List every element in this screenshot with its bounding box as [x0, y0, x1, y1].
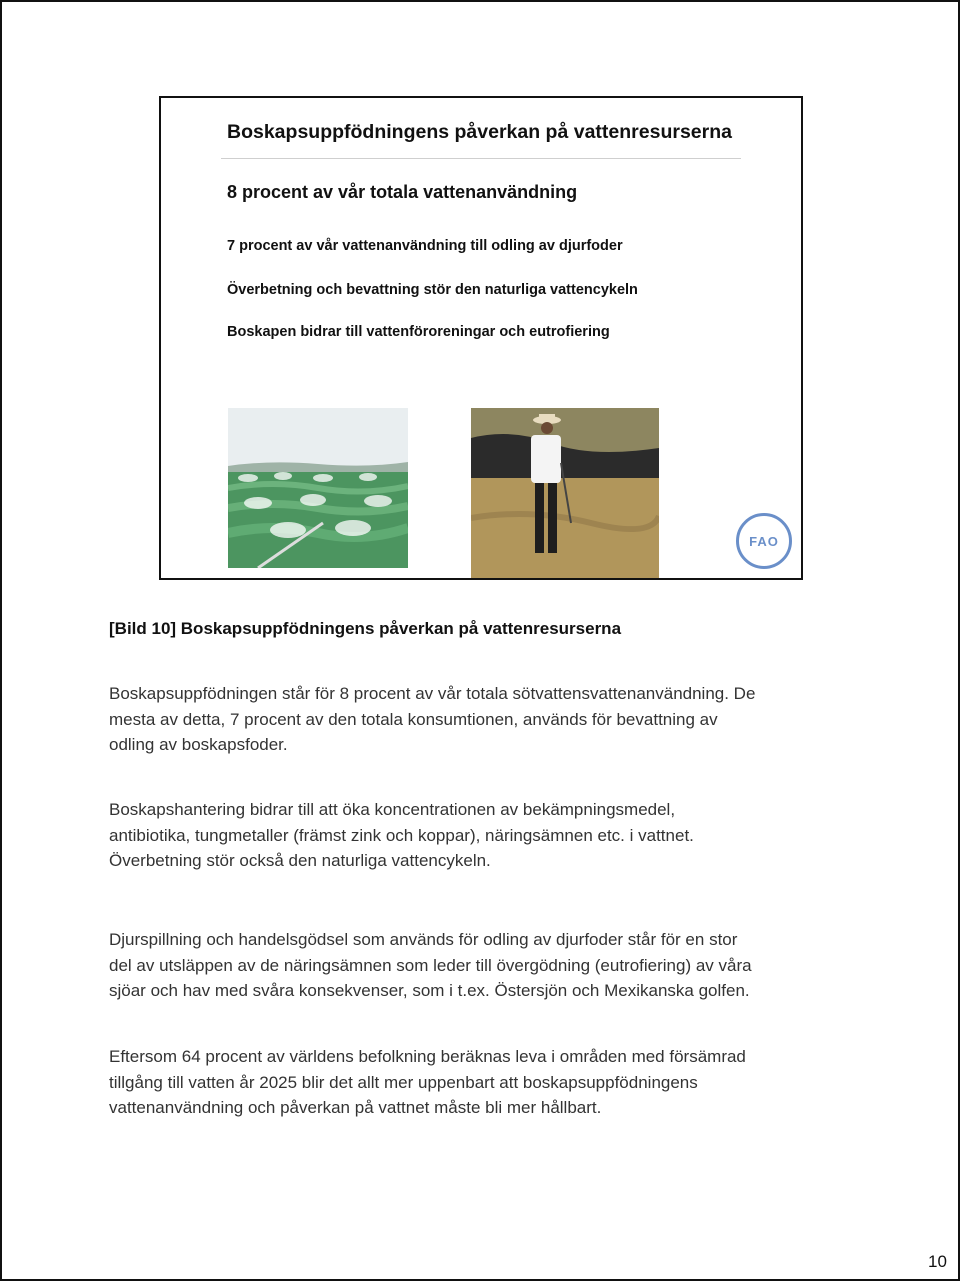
slide-bullet: Överbetning och bevattning stör den naturliga vattencykeln: [227, 282, 638, 298]
paragraph-line: Eftersom 64 procent av världens befolkning beräknas leva i områden med försämrad: [109, 1047, 746, 1066]
slide-title: Boskapsuppfödningens påverkan på vattenresurserna: [227, 121, 732, 143]
notes-heading: [Bild 10] Boskapsuppfödningens påverkan på vattenresurserna: [109, 619, 622, 638]
paragraph-line: Boskapsuppfödningen står för 8 procent av vår totala sötvattensvattenanvändning. De: [109, 684, 756, 703]
paragraph-line: antibiotika, tungmetaller (främst zink och koppar), näringsämnen etc. i vattnet.: [109, 825, 694, 845]
man-at-water-photo: [471, 408, 659, 578]
irrigation-photo: [228, 408, 408, 568]
fao-logo-text: FAO: [749, 533, 779, 549]
slide-divider: [221, 158, 741, 159]
paragraph-line: tillgång till vatten år 2025 blir det allt mer uppenbart att boskapsuppfödningens: [109, 1072, 698, 1092]
paragraph-line: Överbetning stör också den naturliga vattencykeln.: [109, 851, 491, 870]
paragraph-line: Djurspillning och handelsgödsel som används för odling av djurfoder står för en stor: [109, 930, 738, 949]
notes-paragraph: [109, 927, 869, 1004]
slide-thumbnail: [159, 96, 803, 580]
paragraph-line: del av utsläppen av de näringsämnen som leder till övergödning (eutrofiering) av våra: [109, 955, 752, 975]
paragraph-line: Boskapshantering bidrar till att öka koncentrationen av bekämpningsmedel,: [109, 800, 676, 819]
paragraph-line: vattenanvändning och påverkan på vattnet måste bli mer hållbart.: [109, 1098, 602, 1117]
slide-subtitle: 8 procent av vår totala vattenanvändning: [227, 182, 578, 202]
paragraph-line: mesta av detta, 7 procent av den totala konsumtionen, används för bevattning av: [109, 709, 718, 729]
slide-bullet: Boskapen bidrar till vattenföroreningar och eutrofiering: [227, 324, 610, 340]
page-number: 10: [928, 1252, 947, 1271]
slide-bullet: 7 procent av vår vattenanvändning till odling av djurfoder: [227, 238, 623, 254]
notes-paragraph: [109, 797, 869, 874]
notes-paragraph: [109, 1044, 869, 1121]
paragraph-line: odling av boskapsfoder.: [109, 735, 288, 754]
fao-logo: [736, 513, 792, 569]
notes-paragraph: [109, 681, 869, 758]
paragraph-line: sjöar och hav med svåra konsekvenser, som i t.ex. Östersjön och Mexikanska golfen.: [109, 981, 750, 1000]
